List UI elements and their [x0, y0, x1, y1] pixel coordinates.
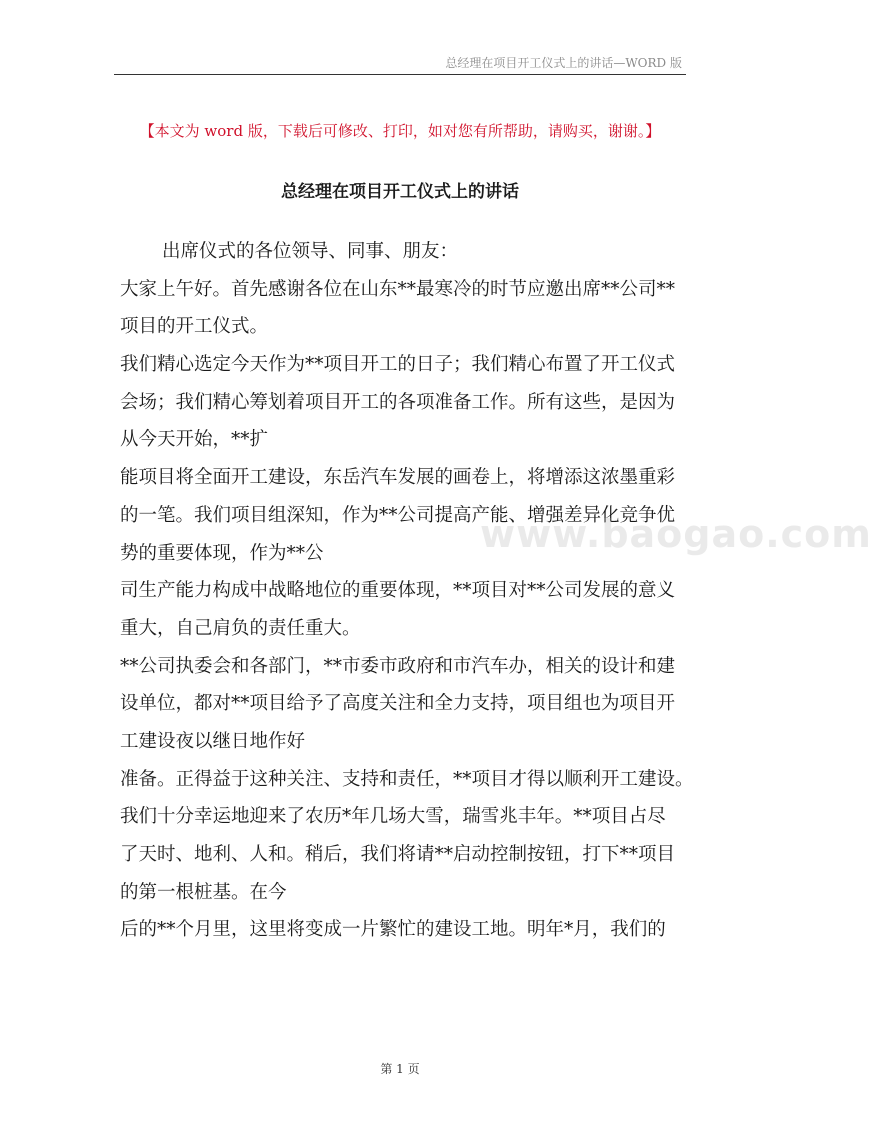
body-line: 准备。正得益于这种关注、支持和责任，**项目才得以顺利开工建设。: [120, 768, 694, 790]
body-line: 能项目将全面开工建设，东岳汽车发展的画卷上，将增添这浓墨重彩: [120, 467, 676, 489]
header-divider: [114, 74, 686, 75]
body-line: 后的**个月里，这里将变成一片繁忙的建设工地。明年*月，我们的: [120, 919, 666, 941]
body-line: 项目的开工仪式。: [120, 316, 269, 338]
body-line: 工建设夜以继日地作好: [120, 730, 306, 752]
body-line: 势的重要体现，作为**公: [120, 542, 324, 564]
body-line: 从今天开始，**扩: [120, 429, 269, 451]
page-number: 第 1 页: [380, 1062, 420, 1076]
body-line: 的第一根桩基。在今: [120, 881, 287, 903]
document-body: [120, 233, 694, 949]
body-line: **公司执委会和各部门，**市委市政府和市汽车办，相关的设计和建: [120, 655, 676, 677]
body-line: 我们十分幸运地迎来了农历*年几场大雪，瑞雪兆丰年。**项目占尽: [120, 806, 666, 828]
watermark: www.baogao.com: [480, 512, 872, 556]
body-line: 了天时、地利、人和。稍后，我们将请**启动控制按钮，打下**项目: [120, 844, 676, 865]
document-title: 总经理在项目开工仪式上的讲话: [281, 182, 519, 202]
purchase-notice: 【本文为 word 版，下载后可修改、打印，如对您有所帮助，请购买，谢谢。】: [139, 122, 661, 140]
body-line: 我们精心选定今天作为**项目开工的日子；我们精心布置了开工仪式: [120, 354, 676, 376]
body-line: 的一笔。我们项目组深知，作为**公司提高产能、增强差异化竞争优: [120, 504, 676, 526]
body-line: 出席仪式的各位领导、同事、朋友：: [162, 241, 459, 262]
body-line: 会场；我们精心筹划着项目开工的各项准备工作。所有这些，是因为: [120, 391, 676, 413]
body-line: 重大，自己肩负的责任重大。: [120, 617, 361, 639]
body-line: 设单位，都对**项目给予了高度关注和全力支持，项目组也为项目开: [120, 693, 676, 715]
body-line: 大家上午好。首先感谢各位在山东**最寒冷的时节应邀出席**公司**: [120, 278, 676, 300]
running-header: 总经理在项目开工仪式上的讲话—WORD 版: [445, 56, 682, 70]
body-line: 司生产能力构成中战略地位的重要体现，**项目对**公司发展的意义: [120, 580, 676, 602]
